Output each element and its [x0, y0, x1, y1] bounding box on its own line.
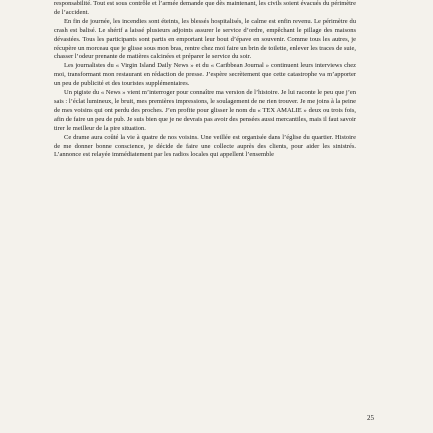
- paragraph: Ce drame aura coûté la vie à quatre de nos voisins. Une veillée est organisée dans l’église du quartier. Histoire de me donner bonne conscience, je décide de faire une collecte auprès des clients, pour aider les sinistrés. L’annonce est relayée immédiatement par les radios locales qui appellent l’ensemble: [54, 133, 356, 159]
- paragraph: En fin de journée, les incendies sont éteints, les blessés hospitalisés, le calme est enfin revenu. Le périmètre du crash est balisé. Le shérif a laissé plusieurs adjoints assurer le service d’ordre, empêchant le pillage des maisons dévastées. Tous les participants sont partis en emportant leur bout d’épave en souvenir. Comme tous les autres, je récupère un morceau que je glisse sous mon bras, rentre chez moi faire un brin de toilette, enlever les traces de suie, chasser l’odeur prenante de matières calcinées et préparer le service du soir.: [54, 17, 356, 61]
- paragraph: responsabilité. Tout est sous contrôle et l’armée demande que dès maintenant, les civils soient évacués du périmètre de l’accident.: [54, 0, 356, 16]
- page-number: 25: [367, 414, 374, 422]
- paragraph: Un pigiste du « News » vient m’interroger pour connaître ma version de l’histoire. Je lui raconte le peu que j’en sais : l’éclat lumineux, le bruit, mes premières impressions, le soulagement de ne rien trouver. Je me joins à la peine de mes voisins qui ont perdu des proches. J’en profite pour glisser le nom du « TEX AMALIE » deux ou trois fois, afin de faire un peu de pub. Je suis bien que je ne devrais pas avoir des pensées aussi mercantiles, mais il faut savoir tirer le meilleur de la pire situation.: [54, 89, 356, 132]
- paragraph: Les journalistes du « Virgin Island Daily News » et du « Caribbean Journal » continuent leurs interviews chez moi, transformant mon restaurant en rédaction de presse. J’espère secrètement que cette catastrophe va m’apporter un peu de publicité et des touristes supplémentaires.: [54, 62, 356, 88]
- body-text: [54, 0, 356, 160]
